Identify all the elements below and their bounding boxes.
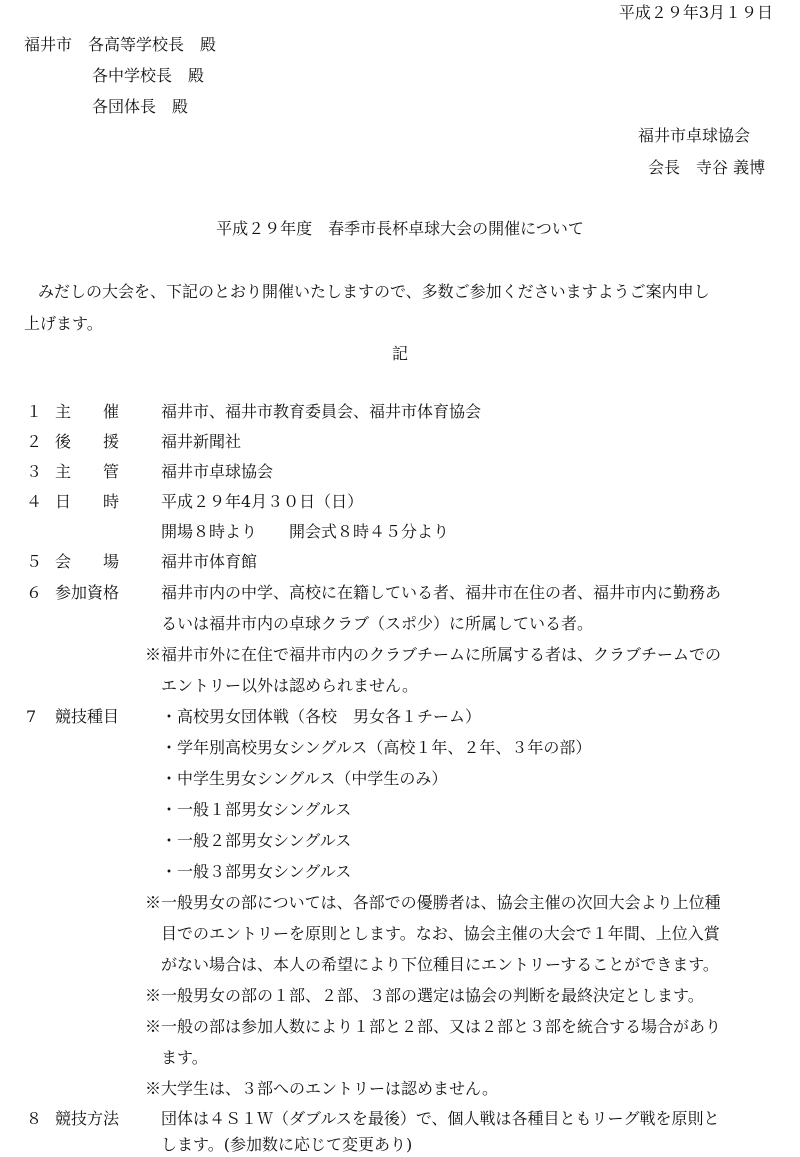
event-item: ・一般２部男女シングルス <box>161 831 352 850</box>
item-label: 主 催 <box>55 402 120 421</box>
list-item <box>0 431 800 453</box>
item-content: 団体は４Ｓ１Ｗ（ダブルスを最後）で、個人戦は各種目ともリーグ戦を原則と <box>161 1109 720 1128</box>
addressee-junior-high: 各中学校長 殿 <box>92 66 205 85</box>
note-line: ※一般男女の部の１部、２部、３部の選定は協会の判断を最終決定とします。 <box>145 986 704 1005</box>
intro-line-2: 上げます。 <box>24 314 103 333</box>
item6-note: ※福井市外に在住で福井市内のクラブチームに所属する者は、クラブチームでの <box>145 645 722 664</box>
item-content-continued: るいは福井市内の卓球クラブ（スポ少）に所属している者。 <box>161 614 594 633</box>
item-number: ５ <box>26 552 43 571</box>
list-item <box>0 551 800 573</box>
intro-line-1: みだしの大会を、下記のとおり開催いたしますので、多数ご参加くださいますようご案内申し <box>38 282 710 301</box>
item-label: 日 時 <box>55 492 120 511</box>
item-content: 福井新聞社 <box>161 432 242 451</box>
event-item: ・一般１部男女シングルス <box>161 800 352 819</box>
event-item: ・中学生男女シングルス（中学生のみ） <box>161 769 448 788</box>
item-content: 平成２９年4月３０日（日） <box>161 492 364 511</box>
item-content-continued: 開場８時より 開会式８時４５分より <box>161 522 450 541</box>
ki-heading: 記 <box>391 344 408 363</box>
list-item <box>0 401 800 423</box>
list-item <box>0 491 800 513</box>
item-label: 会 場 <box>55 552 120 571</box>
note-line: がない場合は、本人の希望により下位種目にエントリーすることができます。 <box>161 955 719 974</box>
sender-organization: 福井市卓球協会 <box>638 126 751 145</box>
item-content: 福井市、福井市教育委員会、福井市体育協会 <box>161 402 482 421</box>
item-number: ２ <box>26 432 43 451</box>
item-number: ３ <box>26 462 43 481</box>
list-item <box>0 706 800 728</box>
list-item <box>0 461 800 483</box>
list-item <box>0 1108 800 1130</box>
item-label: 競技方法 <box>55 1109 120 1128</box>
item-number: 7 <box>26 707 37 726</box>
item6-note-continued: エントリー以外は認められません。 <box>161 676 418 695</box>
item-content-continued: します。(参加数に応じて変更あり) <box>161 1135 413 1154</box>
item-number: １ <box>26 402 43 421</box>
sender-name: 会長 寺谷 義博 <box>648 158 766 177</box>
item-content: 福井市卓球協会 <box>161 462 274 481</box>
note-line: ます。 <box>161 1048 208 1067</box>
note-line: ※一般男女の部については、各部での優勝者は、協会主催の次回大会より上位種 <box>145 893 721 912</box>
item-number: ６ <box>26 583 43 602</box>
event-item: ・学年別高校男女シングルス（高校１年、２年、３年の部） <box>161 738 592 757</box>
item-label: 主 管 <box>55 462 120 481</box>
addressee-high-schools: 福井市 各高等学校長 殿 <box>24 35 217 54</box>
document-date: 平成２９年3月１９日 <box>618 3 773 22</box>
note-line: 目でのエントリーを原則とします。なお、協会主催の大会で１年間、上位入賞 <box>161 924 720 943</box>
note-line: ※大学生は、３部へのエントリーは認めません。 <box>145 1079 498 1098</box>
item-number: ４ <box>26 492 43 511</box>
item-label: 競技種目 <box>55 707 120 726</box>
item-number: ８ <box>26 1109 43 1128</box>
note-line: ※一般の部は参加人数により１部と２部、又は２部と３部を統合する場合があり <box>145 1017 722 1036</box>
item-label: 後 援 <box>55 432 120 451</box>
item-label: 参加資格 <box>55 583 120 602</box>
event-item: ・一般３部男女シングルス <box>161 862 352 881</box>
item-content: 福井市内の中学、高校に在籍している者、福井市在住の者、福井市内に勤務あ <box>161 583 722 602</box>
document-title: 平成２９年度 春季市長杯卓球大会の開催について <box>216 219 584 238</box>
item-content: 福井市体育館 <box>161 552 258 571</box>
list-item <box>0 582 800 604</box>
event-item: ・高校男女団体戦（各校 男女各１チーム） <box>161 707 482 726</box>
addressee-organizations: 各団体長 殿 <box>92 97 189 116</box>
